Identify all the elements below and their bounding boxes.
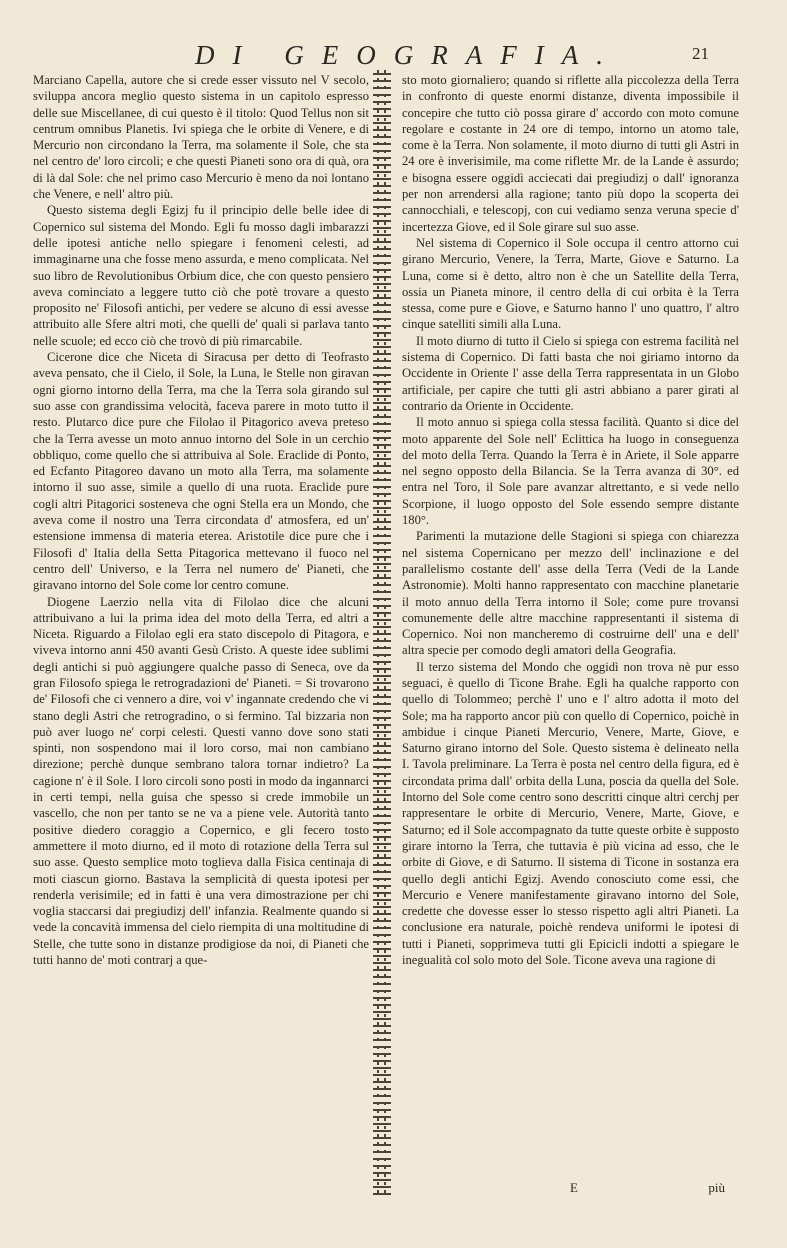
paragraph: Diogene Laerzio nella vita di Filolao dice che alcuni attribuivano a lui la prima idea del moto della Terra, ed altri a Niceta. Riguardo a Filolao egli era stato discepolo di Pitagora, e viveva intorno anni 450 avanti Gesù Cristo. A queste idee sublimi degli antichi si può aggiungere qualche passo di Seneca, ove da gran Filosofo spiega le retrogradazioni de' Pianeti. = Si trovarono de' Filosofi che ci vennero a dire, voi v' ingannate credendo che vi stano degli Astri che retrogradino, o si fermino. Tal bizzaria non può aver luogo ne' corpi celesti. Questi vanno dove sono stati spinti, non sospendono mai il loro corso, mai non cambiano direzione; perchè dunque sembrano talora tornar indietro? La cagione n' è il Sole. I loro circoli sono posti in modo da ingannarci in certi tempi, nella guisa che spesso si crede immobile un vascello, che non per tanto se ne va a piene vele. Autorità tanto positive diedero coraggio a Copernico, e gli fecero tosto ammettere il moto diurno, ed il moto di rotazione della Terra sul suo asse. Questo semplice moto toglieva dalla Fisica centinaja di moti ciascun giorno. Bastava la semplicità di questa ipotesi per renderla verisimile; ed in fatti è una vera dimostrazione per chi voglia staccarsi dai pregiudizj dell' infanzia. Realmente quando si vede la concavità immensa del cielo riempita di una moltitudine di Stelle, che tutte sono in distanze prodigiose da noi, di Pianeti che tutti hanno de' moti contrarj a que- bbox=[33, 594, 369, 968]
paragraph: Questo sistema degli Egizj fu il principio delle belle idee di Copernico sul sistema del Mondo. Egli fu mosso dagli imbarazzi delle ipotesi antiche nello spiegare i fenomeni celesti, ad immaginarne una che fosse meno assurda, e meno complicata. Nel suo libro de Revolutionibus Orbium dice, che con questo pensiero aveva cominciato a leggere tutto ciò che potè trovare a questo proposito ne' Filosofi antichi, per vedere se alcuno di essi avesse attribuito alle Sfere altri moti, che quelli de' quali si parlava tanto nelle scuole; ed ecco ciò che trovò di più rimarcabile. bbox=[33, 203, 369, 348]
paragraph: Cicerone dice che Niceta di Siracusa per detto di Teofrasto aveva pensato, che il Cielo, il Sole, la Luna, le Stelle non giravan ogni giorno intorno della Terra, ma che la Terra sola girando sul suo asse con grandissima velocità, faceva parere in moto tutto il resto. Plutarco dice pure che Filolao il Pitagorico aveva preteso che la Terra avesse un moto annuo intorno del Sole in un cerchio obbliquo, come quello che si attribuiva al Sole. Eraclide di Ponto, ed Ecfanto Pitagoreo davano un moto alla Terra, ma solamente intorno il suo asse, simile a quello di una ruota. Eraclide pure cogli altri Pitagorici sosteneva che ogni Stella era un Mondo, che aveva come il nostro una Terra circondata d' atmosfera, ed un' estensione immensa di materia eterea. Aristotile dice pure che i Filosofi d' Italia della Setta Pitagorica mettevano il fuoco nel centro dell' Universo, e la Terra nel numero de' Pianeti, che giravano intorno del Sole come lor centro comune. bbox=[33, 350, 369, 593]
running-title: DI GEOGRAFIA. bbox=[195, 40, 621, 70]
column-divider-ornament bbox=[373, 70, 391, 1198]
paragraph: Marciano Capella, autore che si crede esser vissuto nel V secolo, sviluppa ancora meglio questo sistema in un capitolo espresso delle sue Miscellanee, di cui questo è il titolo: Quod Tellus non sit centrum omnibus Planetis. Ivi spiega che le orbite di Venere, e di Mercurio non circondano la Terra, ma solamente il Sole, che sta nel centro de' loro circoli; e che questi Pianeti sono ora di quà, ora di là dal Sole: che nel primo caso Mercurio è meno da noi lontano che Venere, e nell' altro più. bbox=[33, 73, 369, 202]
right-column bbox=[402, 72, 739, 968]
page-header bbox=[0, 38, 787, 72]
paragraph: Il moto diurno di tutto il Cielo si spiega con estrema facilità nel sistema di Copernico. Di fatti basta che noi giriamo intorno da Occidente in Oriente l' asse della Terra rappresentata in un Globo artificiale, per capire che tutti gli astri abbiano a parer girati al contrario da Oriente in Occidente. bbox=[402, 333, 739, 413]
page-number: 21 bbox=[692, 44, 709, 63]
paragraph: sto moto giornaliero; quando si riflette alla piccolezza della Terra in confronto di queste enormi distanze, diventa impossibile il concepire che tutto ciò possa girare d' accordo con moto comune regolare e costante in 24 ore di tempo, intorno un atomo tale, come è la Terra. Non solamente, il moto diurno di tutti gli Astri in 24 ore è inverisimile, ma come riflette Mr. de la Lande è assurdo; e bisogna essere oggidì acciecati dai pregiudizj o dall' ignoranza per non arrendersi alla ragione; tanto più dopo la scoperta dei cannocchiali, e telescopj, con cui vediamo senza veruna specie d' incertezza Giove, ed il Sole girare sul suo asse. bbox=[402, 73, 739, 234]
paragraph: Parimenti la mutazione delle Stagioni si spiega con chiarezza nel sistema Copernicano per mezzo dell' inclinazione e del parallelismo costante dell' asse della Terra (Vedi de la Lande Astronomie). Molti hanno rappresentato con macchine planetarie il moto annuo della Terra intorno il Sole; come pure trovansi comunemente delle altre macchine rappresentanti il sistema di Copernico. Noi non mancheremo di costruirne dell' una e dell' altra specie per comodo degli amatori della Geografia. bbox=[402, 529, 739, 658]
left-column bbox=[33, 72, 369, 968]
paragraph: Il moto annuo si spiega colla stessa facilità. Quanto si dice del moto apparente del Sole nell' Eclittica ha luogo in conseguenza del moto della Terra. Quando la Terra è in Ariete, il Sole apparre nel segno opposto della Bilancia. Se la Terra avanza di 30°. ed entra nel Toro, il Sole pare avanzar altrettanto, e si vede nello Scorpione, il luogo opposto del Sole essendo sempre distante 180°. bbox=[402, 415, 739, 528]
paragraph: Il terzo sistema del Mondo che oggidì non trova nè pur esso seguaci, è quello di Ticone Brahe. Egli ha qualche rapporto con quello di Tolommeo; perchè l' uno e l' altro adotta il moto del Sole; ma ha rapporto ancor più con quello di Copernico, poichè in ambidue i cinque Pianeti Mercurio, Venere, Marte, Giove, e Saturno girano intorno del Sole. Questo sistema è delineato nella I. Tavola preliminare. La Terra è posta nel centro della figura, ed è circondata prima dall' orbita della Luna, poscia da quella del Sole. Intorno del Sole come centro sono descritti cinque altri cerchj per rappresentare le orbite di Mercurio, Venere, Marte, Giove, e Saturno; ed il Sole accompagnato da tutte queste orbite è supposto girare intorno la Terra, che tuttavia è più vicina ad esso, che le orbite di Giove, e di Saturno. Il sistema di Ticone in sostanza era quello degli antichi Egizj. Avendo conosciuto come essi, che Mercurio e Venere manifestamente giravano intorno del Sole, credette che dovesse esser lo stesso rispetto agli altri Pianeti. La conclusione era naturale, poichè rendeva uniformi le ipotesi di tutti i Pianeti, sopprimeva tutti gli Epicicli indotti a spiegare le inegualità col solo moto del Sole. Ticone aveva una ragione di bbox=[402, 659, 739, 968]
paragraph: Nel sistema di Copernico il Sole occupa il centro attorno cui girano Mercurio, Venere, la Terra, Marte, Giove e Saturno. La Luna, come si è detto, altro non è che un Satellite della Terra, ossia un Pianeta minore, il centro della di cui orbita è la Terra stessa, come pure e Giove, e Saturno hanno l' uno quattro, l' altro cinque satelliti simili alla Luna. bbox=[402, 235, 739, 332]
catchword: più bbox=[708, 1180, 725, 1195]
signature-mark: E bbox=[570, 1180, 578, 1195]
